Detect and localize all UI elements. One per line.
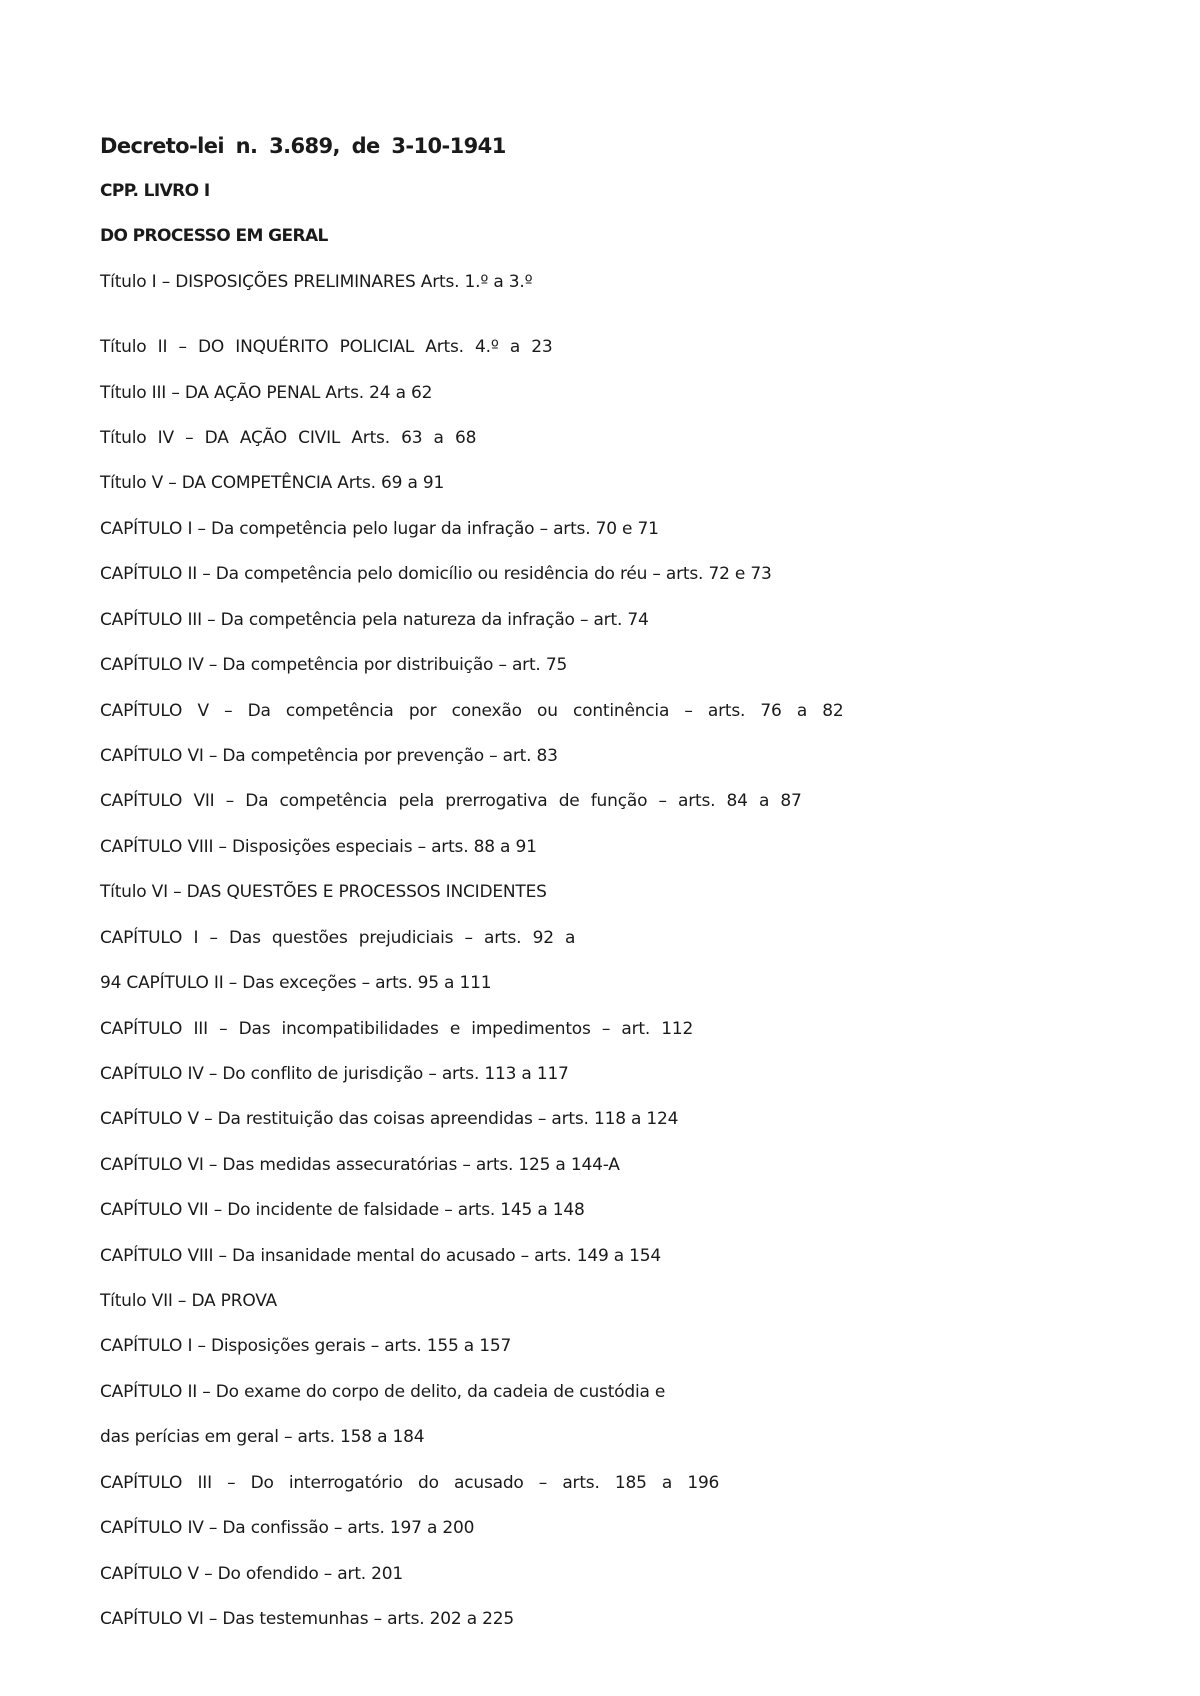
toc-line: CAPÍTULO IV – Da competência por distribuição – art. 75 <box>100 655 568 675</box>
toc-line: CAPÍTULO VII – Da competência pela prerrogativa de função – arts. 84 a 87 <box>100 791 802 811</box>
toc-line: CAPÍTULO I – Disposições gerais – arts. 155 a 157 <box>100 1336 512 1356</box>
toc-line: CAPÍTULO IV – Da confissão – arts. 197 a 200 <box>100 1518 475 1538</box>
toc-line: CAPÍTULO VIII – Disposições especiais – arts. 88 a 91 <box>100 837 537 857</box>
toc-line: CAPÍTULO VI – Da competência por prevenção – art. 83 <box>100 746 558 766</box>
toc-line: Título III – DA AÇÃO PENAL Arts. 24 a 62 <box>100 383 433 403</box>
toc-line: CAPÍTULO II – Da competência pelo domicílio ou residência do réu – arts. 72 e 73 <box>100 564 772 584</box>
toc-line: Título I – DISPOSIÇÕES PRELIMINARES Arts. 1.º a 3.º <box>100 272 533 292</box>
toc-line: CAPÍTULO III – Da competência pela natureza da infração – art. 74 <box>100 610 649 630</box>
toc-line: CAPÍTULO II – Do exame do corpo de delito, da cadeia de custódia e <box>100 1382 666 1402</box>
toc-line: Título VII – DA PROVA <box>100 1291 277 1311</box>
toc-line: Título IV – DA AÇÃO CIVIL Arts. 63 a 68 <box>100 428 477 448</box>
toc-line: CAPÍTULO VII – Do incidente de falsidade – arts. 145 a 148 <box>100 1200 585 1220</box>
toc-line: das perícias em geral – arts. 158 a 184 <box>100 1427 425 1447</box>
toc-line: CAPÍTULO VI – Das medidas assecuratórias – arts. 125 a 144-A <box>100 1155 620 1175</box>
toc-line: CAPÍTULO III – Do interrogatório do acusado – arts. 185 a 196 <box>100 1473 720 1493</box>
toc-line: CAPÍTULO V – Da competência por conexão ou continência – arts. 76 a 82 <box>100 701 844 721</box>
toc-line: CAPÍTULO VI – Das testemunhas – arts. 202 a 225 <box>100 1609 514 1629</box>
toc-line: Título II – DO INQUÉRITO POLICIAL Arts. 4.º a 23 <box>100 337 553 357</box>
toc-line: CAPÍTULO IV – Do conflito de jurisdição – arts. 113 a 117 <box>100 1064 569 1084</box>
toc-line: CAPÍTULO VIII – Da insanidade mental do acusado – arts. 149 a 154 <box>100 1246 662 1266</box>
toc-line: 94 CAPÍTULO II – Das exceções – arts. 95 a 111 <box>100 973 492 993</box>
document-title: Decreto-lei n. 3.689, de 3-10-1941 <box>100 134 506 158</box>
toc-line: CAPÍTULO V – Do ofendido – art. 201 <box>100 1564 404 1584</box>
toc-line: Título VI – DAS QUESTÕES E PROCESSOS INCIDENTES <box>100 882 547 902</box>
toc-line: CAPÍTULO I – Das questões prejudiciais – arts. 92 a <box>100 928 576 948</box>
toc-line: CAPÍTULO III – Das incompatibilidades e impedimentos – art. 112 <box>100 1019 694 1039</box>
document-section-heading: DO PROCESSO EM GERAL <box>100 226 328 246</box>
toc-line: Título V – DA COMPETÊNCIA Arts. 69 a 91 <box>100 473 445 493</box>
toc-line: CAPÍTULO V – Da restituição das coisas apreendidas – arts. 118 a 124 <box>100 1109 679 1129</box>
toc-line: CAPÍTULO I – Da competência pelo lugar da infração – arts. 70 e 71 <box>100 519 659 539</box>
document-subtitle: CPP. LIVRO I <box>100 181 210 201</box>
